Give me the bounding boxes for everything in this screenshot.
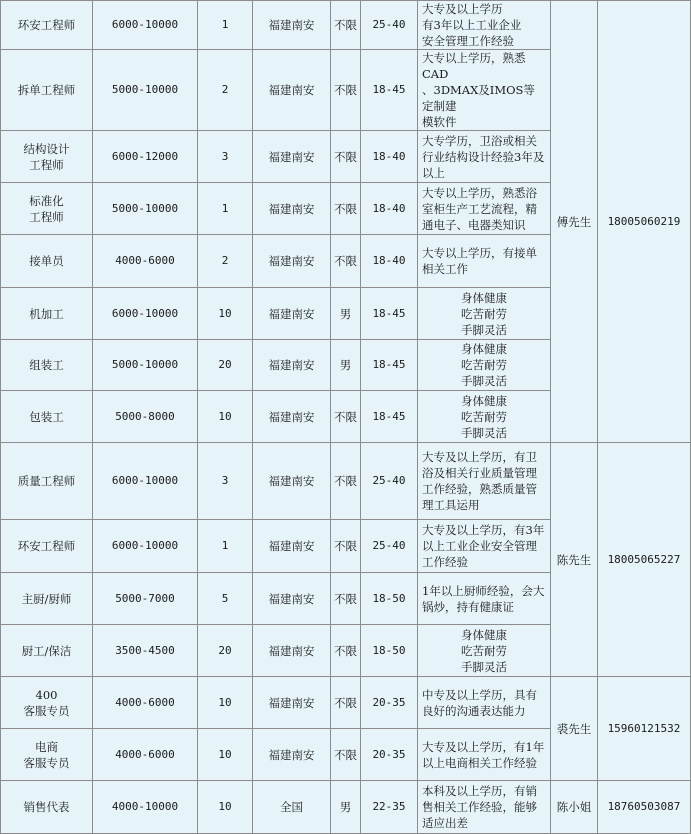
headcount-cell: 1 xyxy=(198,1,253,50)
text-line: 相关工作 xyxy=(422,262,468,276)
requirements-cell xyxy=(418,781,551,834)
text-line: 手脚灵活 xyxy=(461,659,507,674)
requirements-cell xyxy=(418,625,551,677)
requirements-cell xyxy=(418,573,551,625)
age-cell: 22-35 xyxy=(361,781,418,834)
text-line: 有3年以上工业企业 xyxy=(422,18,522,32)
gender-cell: 不限 xyxy=(331,235,361,288)
contact-name-cell: 陈先生 xyxy=(551,443,598,677)
location-cell: 福建南安 xyxy=(253,131,331,183)
salary-cell: 3500-4500 xyxy=(93,625,198,677)
text-line: 手脚灵活 xyxy=(461,425,507,440)
text-line: 机加工 xyxy=(29,306,64,321)
age-cell: 18-40 xyxy=(361,183,418,235)
job-title-cell xyxy=(1,625,93,677)
requirements-cell xyxy=(418,288,551,340)
table-row xyxy=(1,443,691,520)
location-cell: 福建南安 xyxy=(253,235,331,288)
age-cell: 18-40 xyxy=(361,131,418,183)
salary-cell: 4000-6000 xyxy=(93,729,198,781)
requirements-cell xyxy=(418,677,551,729)
age-cell: 18-40 xyxy=(361,235,418,288)
job-title-cell xyxy=(1,391,93,443)
salary-cell: 5000-8000 xyxy=(93,391,198,443)
text-line: 室柜生产工艺流程，精 xyxy=(422,201,537,216)
text-line: 拆单工程师 xyxy=(17,83,76,97)
text-line: 以上电商相关工作经验 xyxy=(422,755,537,770)
requirements-cell xyxy=(418,729,551,781)
salary-cell: 6000-12000 xyxy=(93,131,198,183)
job-title-cell xyxy=(1,677,93,729)
headcount-cell: 3 xyxy=(198,131,253,183)
requirements-cell xyxy=(418,520,551,573)
text-line: 身体健康 xyxy=(461,393,507,408)
gender-cell: 不限 xyxy=(331,520,361,573)
age-cell: 18-50 xyxy=(361,625,418,677)
location-cell: 福建南安 xyxy=(253,1,331,50)
text-line: 安全管理工作经验 xyxy=(422,34,514,48)
requirements-cell xyxy=(418,183,551,235)
text-line: 大专及以上学历，有1年 xyxy=(422,739,545,754)
job-title-cell xyxy=(1,235,93,288)
text-line: 行业结构设计经验3年及 xyxy=(422,149,545,164)
headcount-cell: 2 xyxy=(198,50,253,131)
salary-cell: 4000-10000 xyxy=(93,781,198,834)
text-line: 大专以上学历，熟悉CAD xyxy=(422,51,526,81)
age-cell: 18-45 xyxy=(361,50,418,131)
text-line: 以上 xyxy=(422,165,445,180)
job-title-cell xyxy=(1,573,93,625)
age-cell: 20-35 xyxy=(361,677,418,729)
job-title-cell xyxy=(1,443,93,520)
table-row xyxy=(1,781,691,834)
salary-cell: 6000-10000 xyxy=(93,443,198,520)
location-cell: 福建南安 xyxy=(253,288,331,340)
text-line: 客服专员 xyxy=(23,703,70,718)
salary-cell: 5000-7000 xyxy=(93,573,198,625)
text-line: 组装工 xyxy=(29,358,64,372)
text-line: 吃苦耐劳 xyxy=(461,358,507,372)
salary-cell: 6000-10000 xyxy=(93,1,198,50)
gender-cell: 不限 xyxy=(331,625,361,677)
contact-phone-cell[interactable]: 15960121532 xyxy=(598,677,691,781)
gender-cell: 不限 xyxy=(331,1,361,50)
contact-name-cell: 陈小姐 xyxy=(551,781,598,834)
text-line: 大专以上学历，有接单 xyxy=(422,246,537,260)
text-line: 客服专员 xyxy=(23,755,70,770)
gender-cell: 不限 xyxy=(331,443,361,520)
text-line: 大专学历，卫浴或相关 xyxy=(422,133,537,148)
text-line: 锅炒，持有健康证 xyxy=(422,599,514,614)
table-row xyxy=(1,677,691,729)
text-line: 吃苦耐劳 xyxy=(461,409,507,424)
gender-cell: 男 xyxy=(331,340,361,391)
job-title-cell xyxy=(1,781,93,834)
table-row xyxy=(1,1,691,50)
text-line: 本科及以上学历，有销 xyxy=(422,784,537,798)
headcount-cell: 10 xyxy=(198,677,253,729)
job-title-cell xyxy=(1,288,93,340)
job-title-cell xyxy=(1,131,93,183)
contact-phone-cell[interactable]: 18760503087 xyxy=(598,781,691,834)
text-line: 大专及以上学历 xyxy=(422,2,503,16)
text-line: 大专及以上学历，有卫 xyxy=(422,450,537,464)
salary-cell: 6000-10000 xyxy=(93,288,198,340)
gender-cell: 不限 xyxy=(331,131,361,183)
requirements-cell xyxy=(418,235,551,288)
requirements-cell xyxy=(418,131,551,183)
table-body xyxy=(1,1,691,834)
gender-cell: 男 xyxy=(331,781,361,834)
headcount-cell: 3 xyxy=(198,443,253,520)
text-line: 大专以上学历，熟悉浴 xyxy=(422,185,537,200)
location-cell: 福建南安 xyxy=(253,520,331,573)
location-cell: 福建南安 xyxy=(253,340,331,391)
contact-phone-cell[interactable]: 18005065227 xyxy=(598,443,691,677)
text-line: 工作经验，熟悉质量管 xyxy=(422,482,537,496)
text-line: 质量工程师 xyxy=(17,474,76,488)
headcount-cell: 10 xyxy=(198,391,253,443)
headcount-cell: 2 xyxy=(198,235,253,288)
contact-name-cell: 傅先生 xyxy=(551,1,598,443)
salary-cell: 4000-6000 xyxy=(93,677,198,729)
text-line: 身体健康 xyxy=(461,342,507,356)
age-cell: 18-45 xyxy=(361,391,418,443)
text-line: 标准化 xyxy=(29,193,64,208)
text-line: 吃苦耐劳 xyxy=(461,306,507,321)
location-cell: 福建南安 xyxy=(253,443,331,520)
age-cell: 18-45 xyxy=(361,340,418,391)
text-line: 大专及以上学历，有3年 xyxy=(422,523,545,537)
gender-cell: 不限 xyxy=(331,183,361,235)
gender-cell: 不限 xyxy=(331,729,361,781)
gender-cell: 男 xyxy=(331,288,361,340)
job-title-cell xyxy=(1,50,93,131)
age-cell: 25-40 xyxy=(361,1,418,50)
text-line: 电商 xyxy=(35,739,58,754)
salary-cell: 5000-10000 xyxy=(93,50,198,131)
headcount-cell: 10 xyxy=(198,288,253,340)
age-cell: 25-40 xyxy=(361,520,418,573)
salary-cell: 5000-10000 xyxy=(93,340,198,391)
contact-phone-cell[interactable]: 18005060219 xyxy=(598,1,691,443)
text-line: 销售代表 xyxy=(23,800,70,814)
gender-cell: 不限 xyxy=(331,391,361,443)
text-line: 手脚灵活 xyxy=(461,374,507,388)
text-line: 工程师 xyxy=(29,209,64,224)
requirements-cell xyxy=(418,1,551,50)
text-line: 适应出差 xyxy=(422,816,468,830)
location-cell: 全国 xyxy=(253,781,331,834)
location-cell: 福建南安 xyxy=(253,391,331,443)
location-cell: 福建南安 xyxy=(253,573,331,625)
requirements-cell xyxy=(418,340,551,391)
text-line: 主厨/厨师 xyxy=(21,591,72,606)
text-line: 手脚灵活 xyxy=(461,322,507,337)
job-title-cell xyxy=(1,1,93,50)
job-title-cell xyxy=(1,520,93,573)
text-line: 通电子、电器类知识 xyxy=(422,217,526,232)
gender-cell: 不限 xyxy=(331,50,361,131)
age-cell: 18-50 xyxy=(361,573,418,625)
headcount-cell: 10 xyxy=(198,781,253,834)
text-line: 包装工 xyxy=(29,409,64,424)
requirements-cell xyxy=(418,391,551,443)
text-line: 中专及以上学历，具有 xyxy=(422,687,537,702)
headcount-cell: 1 xyxy=(198,183,253,235)
text-line: 浴及相关行业质量管理 xyxy=(422,466,537,480)
headcount-cell: 20 xyxy=(198,340,253,391)
text-line: 售相关工作经验，能够 xyxy=(422,800,537,814)
contact-name-cell: 裘先生 xyxy=(551,677,598,781)
job-title-cell xyxy=(1,340,93,391)
requirements-cell xyxy=(418,443,551,520)
text-line: 环安工程师 xyxy=(17,18,76,32)
text-line: 工作经验 xyxy=(422,555,468,569)
text-line: 400 xyxy=(35,687,58,702)
job-title-cell xyxy=(1,729,93,781)
text-line: 身体健康 xyxy=(461,627,507,642)
text-line: 模软件 xyxy=(422,115,457,129)
salary-cell: 5000-10000 xyxy=(93,183,198,235)
gender-cell: 不限 xyxy=(331,573,361,625)
age-cell: 18-45 xyxy=(361,288,418,340)
location-cell: 福建南安 xyxy=(253,625,331,677)
text-line: 身体健康 xyxy=(461,290,507,305)
text-line: 环安工程师 xyxy=(17,539,76,553)
headcount-cell: 20 xyxy=(198,625,253,677)
location-cell: 福建南安 xyxy=(253,50,331,131)
headcount-cell: 1 xyxy=(198,520,253,573)
location-cell: 福建南安 xyxy=(253,677,331,729)
headcount-cell: 5 xyxy=(198,573,253,625)
headcount-cell: 10 xyxy=(198,729,253,781)
text-line: 1年以上厨师经验，会大 xyxy=(422,583,545,598)
job-title-cell xyxy=(1,183,93,235)
salary-cell: 4000-6000 xyxy=(93,235,198,288)
text-line: 厨工/保洁 xyxy=(21,643,72,658)
text-line: 工程师 xyxy=(29,157,64,172)
text-line: 以上工业企业安全管理 xyxy=(422,539,537,553)
age-cell: 20-35 xyxy=(361,729,418,781)
salary-cell: 6000-10000 xyxy=(93,520,198,573)
text-line: 吃苦耐劳 xyxy=(461,643,507,658)
text-line: 良好的沟通表达能力 xyxy=(422,703,526,718)
requirements-cell xyxy=(418,50,551,131)
text-line: 、3DMAX及IMOS等定制建 xyxy=(422,83,535,113)
location-cell: 福建南安 xyxy=(253,729,331,781)
text-line: 结构设计 xyxy=(23,141,70,156)
location-cell: 福建南安 xyxy=(253,183,331,235)
gender-cell: 不限 xyxy=(331,677,361,729)
age-cell: 25-40 xyxy=(361,443,418,520)
text-line: 理工具运用 xyxy=(422,498,480,512)
text-line: 接单员 xyxy=(29,254,64,268)
